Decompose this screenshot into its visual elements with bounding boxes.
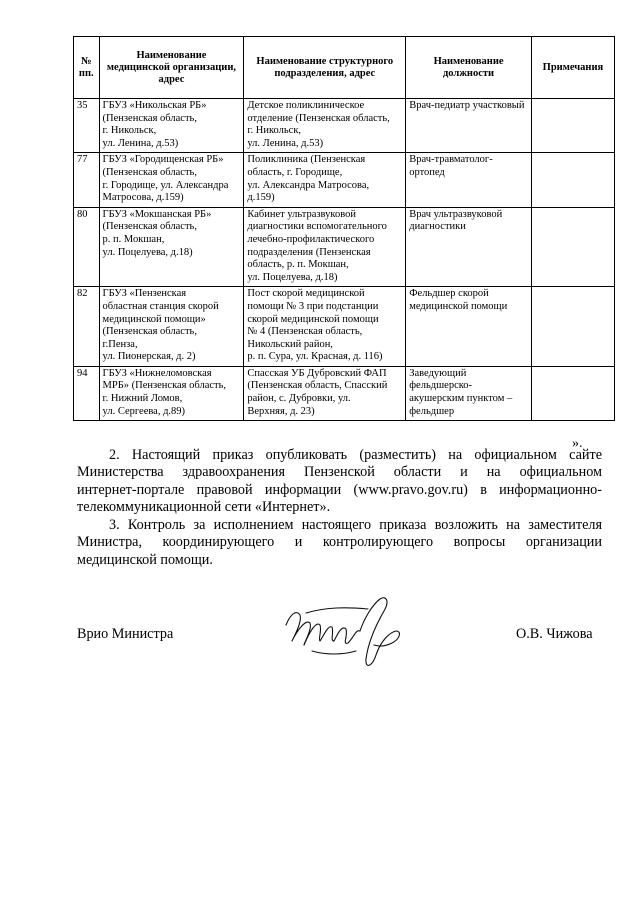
signer-title: Врио Министра xyxy=(77,626,174,642)
paragraph-line: медицинской помощи. xyxy=(77,551,213,568)
paragraph-line: телекоммуникационной сети «Интернет». xyxy=(77,499,331,516)
position-cell xyxy=(406,287,532,367)
department-cell-line: скорой медицинской помощи xyxy=(247,313,379,325)
position-cell-line: Заведующий xyxy=(409,367,467,379)
column-header xyxy=(531,37,614,99)
column-header xyxy=(244,37,406,99)
column-header xyxy=(99,37,244,99)
position-cell-line: Врач-педиатр участковый xyxy=(409,100,525,111)
column-header-line: подразделения, адрес xyxy=(274,67,376,79)
position-cell xyxy=(406,366,532,420)
department-cell-line: район, с. Дубровки, ул. xyxy=(247,393,351,405)
row-number-cell: 77 xyxy=(74,153,100,207)
organization-cell-line: (Пензенская область, xyxy=(102,112,197,124)
department-cell-line: р. п. Сура, ул. Красная, д. 116) xyxy=(247,351,383,363)
column-header-line: Наименование xyxy=(433,55,504,67)
closing-quote: ». xyxy=(572,436,583,451)
column-header-line: Наименование структурного xyxy=(256,55,394,67)
department-cell-line: ул. Поцелуева, д.18) xyxy=(247,271,338,283)
column-header-line: Примечания xyxy=(542,61,604,73)
note-cell xyxy=(531,366,614,420)
department-cell-line: ул. Ленина, д.53) xyxy=(247,137,324,149)
department-cell-line: (Пензенская область, Спасский xyxy=(247,380,388,392)
department-cell-line: помощи № 3 при подстанции xyxy=(247,300,379,312)
column-header-line: пп. xyxy=(78,67,94,79)
organization-cell xyxy=(99,287,244,367)
table-row xyxy=(74,99,615,153)
department-cell-line: д.159) xyxy=(247,192,275,204)
department-cell-line: лечебно-профилактического xyxy=(247,233,375,245)
row-number-cell: 82 xyxy=(74,287,100,367)
department-cell-line: область, г. Городище, xyxy=(247,166,343,178)
organization-cell-line: (Пензенская область, xyxy=(102,166,197,178)
position-cell xyxy=(406,99,532,153)
column-header-line: медицинской организации, xyxy=(106,61,237,73)
row-number-cell: 94 xyxy=(74,366,100,420)
organization-cell-line: Матросова, д.159) xyxy=(102,192,184,204)
organization-cell-line: (Пензенская область, xyxy=(102,326,197,338)
department-cell-line: Поликлиника (Пензенская xyxy=(247,154,366,166)
paragraph-line: 2. Настоящий приказ опубликовать (разместить) на официальном сайте xyxy=(109,447,602,463)
row-number-cell: 80 xyxy=(74,207,100,287)
department-cell xyxy=(244,287,406,367)
position-cell-line: Врач ультразвуковой xyxy=(409,208,503,220)
organization-cell-line: ГБУЗ «Мокшанская РБ» xyxy=(102,208,212,220)
department-cell-line: подразделения (Пензенская xyxy=(247,246,371,258)
paragraph-line: Министерства здравоохранения Пензенской области и на официальном xyxy=(77,464,602,481)
department-cell-line: Верхняя, д. 23) xyxy=(247,405,315,417)
table-row xyxy=(74,207,615,287)
position-cell-line: фельдшер xyxy=(409,405,455,417)
position-cell-line: фельдшерско- xyxy=(409,380,473,392)
organization-cell-line: областная станция скорой xyxy=(102,300,219,312)
column-header-line: № xyxy=(80,55,92,67)
note-cell xyxy=(531,287,614,367)
department-cell xyxy=(244,153,406,207)
handwritten-signature xyxy=(276,585,416,675)
position-cell-line: Врач-травматолог- xyxy=(409,154,493,166)
organization-cell-line: МРБ» (Пензенская область, xyxy=(102,380,227,392)
position-cell-line: Фельдшер скорой xyxy=(409,288,489,300)
department-cell-line: диагностики вспомогательного xyxy=(247,221,387,233)
organization-cell-line: г. Городище, ул. Александра xyxy=(102,179,229,191)
department-cell-line: г. Никольск, xyxy=(247,125,302,137)
position-cell-line: диагностики xyxy=(409,221,466,233)
position-cell xyxy=(406,207,532,287)
department-cell-line: Пост скорой медицинской xyxy=(247,288,365,300)
organization-cell-line: ГБУЗ «Городищенская РБ» xyxy=(102,154,224,166)
position-cell xyxy=(406,153,532,207)
organization-cell xyxy=(99,207,244,287)
organization-cell-line: р. п. Мокшан, xyxy=(102,233,165,245)
department-cell-line: область, р. п. Мокшан, xyxy=(247,259,349,271)
organization-cell-line: ГБУЗ «Нижнеломовская xyxy=(102,367,212,379)
paragraph-publication xyxy=(77,447,602,517)
column-header-line: Наименование xyxy=(136,49,207,61)
header-row xyxy=(74,37,615,99)
department-cell-line: Никольский район, xyxy=(247,338,333,350)
row-number-cell: 35 xyxy=(74,99,100,153)
department-cell-line: Кабинет ультразвуковой xyxy=(247,208,356,220)
table-body xyxy=(74,99,615,421)
organization-cell xyxy=(99,99,244,153)
organization-cell xyxy=(99,153,244,207)
table-row xyxy=(74,153,615,207)
organization-cell-line: (Пензенская область, xyxy=(102,221,197,233)
organization-cell-line: ул. Сергеева, д.89) xyxy=(102,405,186,417)
paragraph-control xyxy=(77,517,602,569)
department-cell-line: Детское поликлиническое xyxy=(247,100,365,111)
organization-cell-line: ул. Поцелуева, д.18) xyxy=(102,246,193,258)
paragraph-line: интернет-портале правовой информации (www.pravo.gov.ru) в информационно- xyxy=(77,481,602,498)
organization-cell-line: г.Пенза, xyxy=(102,338,138,350)
department-cell xyxy=(244,366,406,420)
organization-cell-line: г. Нижний Ломов, xyxy=(102,393,183,405)
position-cell-line: ортопед xyxy=(409,166,445,178)
organization-cell-line: ул. Пионерская, д. 2) xyxy=(102,351,196,363)
position-cell-line: медицинской помощи xyxy=(409,300,508,312)
department-cell-line: ул. Александра Матросова, xyxy=(247,179,370,191)
organization-cell-line: ГБУЗ «Пензенская xyxy=(102,288,187,300)
position-cell-line: акушерским пунктом – xyxy=(409,393,513,405)
department-cell-line: Спасская УБ Дубровский ФАП xyxy=(247,367,387,379)
table-header xyxy=(74,37,615,99)
organization-cell-line: ул. Ленина, д.53) xyxy=(102,137,179,149)
organization-cell-line: г. Никольск, xyxy=(102,125,157,137)
department-cell xyxy=(244,207,406,287)
column-header xyxy=(74,37,100,99)
paragraph-line: 3. Контроль за исполнением настоящего приказа возложить на заместителя xyxy=(109,517,602,533)
column-header-line: адрес xyxy=(158,73,185,85)
column-header xyxy=(406,37,532,99)
note-cell xyxy=(531,99,614,153)
positions-table xyxy=(73,36,615,421)
table-row xyxy=(74,287,615,367)
organization-cell-line: медицинской помощи» xyxy=(102,313,206,325)
organization-cell xyxy=(99,366,244,420)
table-row xyxy=(74,366,615,420)
department-cell xyxy=(244,99,406,153)
department-cell-line: отделение (Пензенская область, xyxy=(247,112,390,124)
organization-cell-line: ГБУЗ «Никольская РБ» xyxy=(102,100,207,111)
note-cell xyxy=(531,153,614,207)
paragraph-line: Министра, координирующего и контролирующего вопросы организации xyxy=(77,534,602,551)
department-cell-line: № 4 (Пензенская область, xyxy=(247,326,363,338)
note-cell xyxy=(531,207,614,287)
signer-name: О.В. Чижова xyxy=(516,626,593,642)
column-header-line: должности xyxy=(443,67,495,79)
